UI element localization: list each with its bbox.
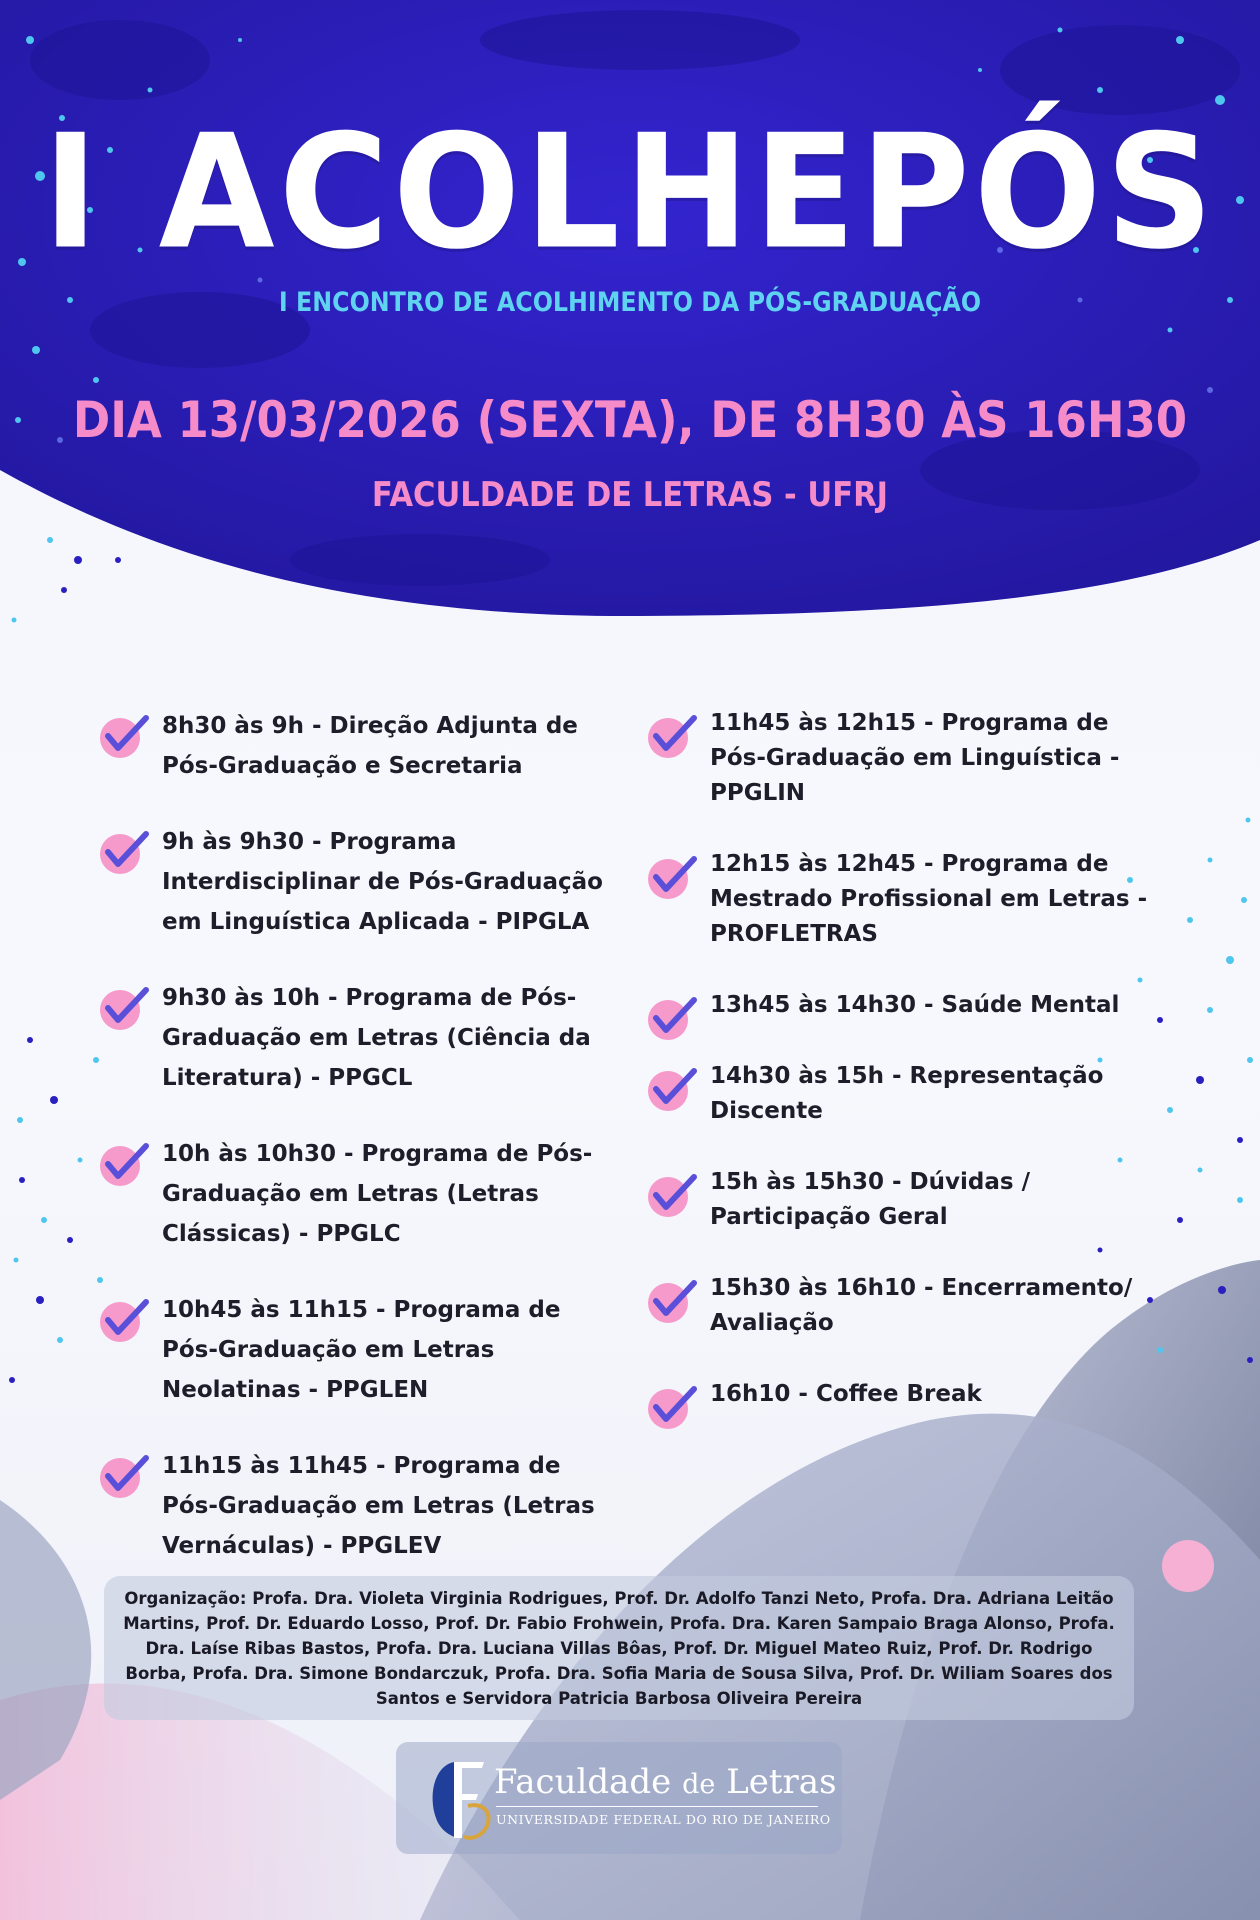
check-icon	[646, 712, 698, 760]
schedule-item	[98, 1134, 618, 1254]
schedule-item	[98, 1290, 618, 1410]
schedule-item-text: 15h às 15h30 - Dúvidas / Participação Geral	[710, 1169, 1030, 1230]
schedule-item	[646, 1165, 1166, 1235]
event-title: I ACOLHEPÓS	[42, 101, 1218, 285]
faculty-emblem-icon	[424, 1756, 502, 1842]
schedule-item-text: 14h30 às 15h - Representação Discente	[710, 1063, 1104, 1124]
schedule-left-column	[98, 706, 618, 1602]
schedule-right-column	[646, 706, 1166, 1448]
schedule-item	[646, 847, 1166, 952]
schedule-item-text: 11h15 às 11h45 - Programa de Pós-Graduação em Letras (Letras Vernáculas) - PPGLEV	[162, 1453, 595, 1559]
schedule-item-text: 10h às 10h30 - Programa de Pós-Graduação em Letras (Letras Clássicas) - PPGLC	[162, 1141, 593, 1247]
schedule-item-text: 10h45 às 11h15 - Programa de Pós-Graduação em Letras Neolatinas - PPGLEN	[162, 1297, 561, 1403]
organization-credits: Organização: Profa. Dra. Violeta Virginia Rodrigues, Prof. Dr. Adolfo Tanzi Neto, Profa. Dra. Adriana Leitão Martins, Prof. Dr. Eduardo Losso, Prof. Dr. Fabio Frohwein, Profa. Dra. Karen Sampaio Braga Alonso, Profa. Dra. Laíse Ribas Bastos, Profa. Dra. Luciana Villas Bôas, Prof. Dr. Miguel Mateo Ruiz, Prof. Dr. Rodrigo Borba, Profa. Dra. Simone Bondarczuk, Profa. Dra. Sofia Maria de Sousa Silva, Prof. Dr. Wiliam Soares dos Santos e Servidora Patricia Barbosa Oliveira Pereira	[104, 1576, 1134, 1720]
pink-bubble	[1162, 1540, 1214, 1592]
schedule-item	[646, 706, 1166, 811]
check-icon	[98, 1296, 150, 1344]
event-date: DIA 13/03/2026 (SEXTA), DE 8H30 ÀS 16H30	[72, 391, 1188, 449]
schedule-item-text: 16h10 - Coffee Break	[710, 1381, 982, 1407]
schedule-item	[98, 706, 618, 786]
check-icon	[646, 853, 698, 901]
check-icon	[98, 828, 150, 876]
check-icon	[98, 984, 150, 1032]
schedule-item-text: 13h45 às 14h30 - Saúde Mental	[710, 992, 1120, 1018]
schedule-item	[646, 1271, 1166, 1341]
schedule-item-text: 9h30 às 10h - Programa de Pós-Graduação em Letras (Ciência da Literatura) - PPGCL	[162, 985, 591, 1091]
check-icon	[646, 1171, 698, 1219]
schedule-item	[98, 822, 618, 942]
check-icon	[646, 1065, 698, 1113]
schedule-item-text: 9h às 9h30 - Programa Interdisciplinar de Pós-Graduação em Linguística Aplicada - PIPGLA	[162, 829, 603, 935]
faculty-logo	[396, 1742, 842, 1854]
schedule-item-text: 15h30 às 16h10 - Encerramento/ Avaliação	[710, 1275, 1133, 1336]
check-icon	[98, 1140, 150, 1188]
faculty-name-part: de	[682, 1769, 716, 1800]
check-icon	[98, 1452, 150, 1500]
schedule-item-text: 11h45 às 12h15 - Programa de Pós-Graduação em Linguística - PPGLIN	[710, 710, 1120, 806]
university-name: UNIVERSIDADE FEDERAL DO RIO DE JANEIRO	[496, 1812, 831, 1827]
faculty-name-part: Faculdade	[494, 1762, 672, 1802]
logo-divider	[496, 1806, 818, 1807]
check-icon	[646, 1383, 698, 1431]
check-icon	[646, 994, 698, 1042]
schedule-item	[98, 978, 618, 1098]
event-subtitle: I ENCONTRO DE ACOLHIMENTO DA PÓS-GRADUAÇÃO	[278, 287, 982, 318]
schedule-item	[646, 1377, 1166, 1412]
schedule-item	[98, 1446, 618, 1566]
check-icon	[98, 712, 150, 760]
faculty-name-part: Letras	[726, 1762, 837, 1802]
event-location: FACULDADE DE LETRAS - UFRJ	[371, 475, 889, 515]
schedule-item-text: 12h15 às 12h45 - Programa de Mestrado Profissional em Letras - PROFLETRAS	[710, 851, 1148, 947]
schedule-item	[646, 988, 1166, 1023]
schedule-item-text: 8h30 às 9h - Direção Adjunta de Pós-Graduação e Secretaria	[162, 713, 578, 779]
schedule-item	[646, 1059, 1166, 1129]
faculty-name	[494, 1762, 837, 1805]
check-icon	[646, 1277, 698, 1325]
